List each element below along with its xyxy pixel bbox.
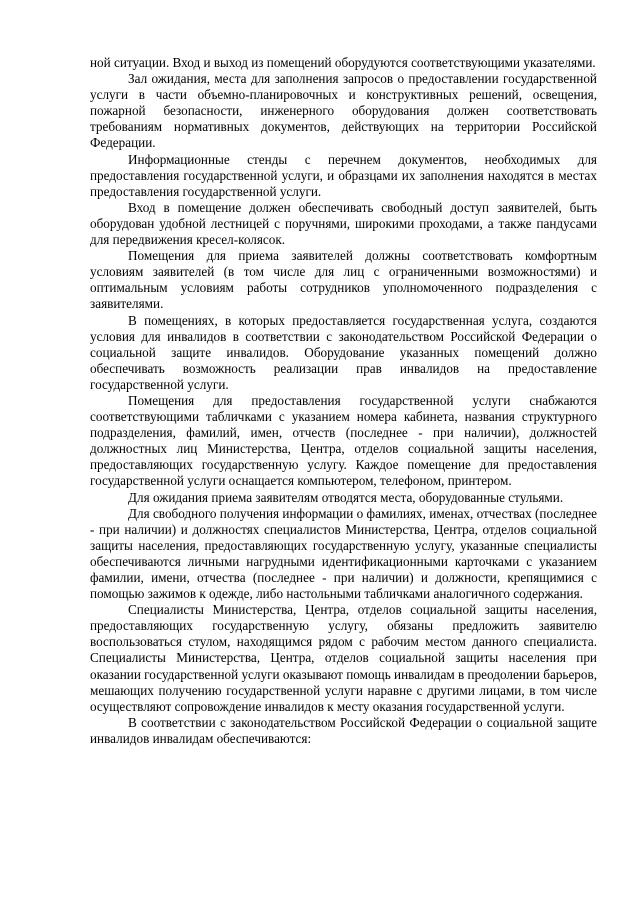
paragraph-legislation: В соответствии с законодательством Российской Федерации о социальной защите инвалидов инвалидам обеспечиваются:: [90, 714, 597, 746]
paragraph-entrance: Вход в помещение должен обеспечивать свободный доступ заявителей, быть оборудован удобной лестницей с поручнями, широкими проходами, а также пандусами для передвижения кресел-колясок.: [90, 199, 597, 248]
paragraph-continuation: ной ситуации. Вход и выход из помещений оборудуются соответствующими указателями.: [90, 55, 596, 70]
paragraph-waiting-seats: Для ожидания приема заявителям отводятся места, оборудованные стульями.: [128, 489, 564, 505]
paragraph-badges: Для свободного получения информации о фамилиях, именах, отчествах (последнее - при наличии) и должностях специалистов Министерства, Центра, отделов социальной защиты населения, предоставляющих государственную услугу, указанные специалисты обеспечиваются личными нагрудными идентификационными карточками с указанием фамилии, имени, отчества (последнее - при наличии) и должности, крепящимися с помощью зажимов к одежде, либо настольными табличками аналогичного содержания.: [90, 505, 597, 602]
paragraph-waiting-hall: Зал ожидания, места для заполнения запросов о предоставлении государственной услуги в части объемно-планировочных и конструктивных решений, освещения, пожарной безопасности, инженерного оборудования должен соответствовать требованиям нормативных документов, действующих на территории Российской Федерации.: [90, 71, 597, 151]
document-body: [90, 55, 597, 747]
paragraph-signage: Помещения для предоставления государственной услуги снабжаются соответствующими табличками с указанием номера кабинета, названия структурного подразделения, фамилий, имен, отчеств (последнее - при наличии), должностей должностных лиц Министерства, Центра, отделов социальной защиты населения, предоставляющих государственную услугу. Каждое помещение для предоставления государственной услуги оснащается компьютером, телефоном, принтером.: [90, 392, 597, 489]
paragraph-specialists-assist: Специалисты Министерства, Центра, отделов социальной защиты населения, предоставляющих государственную услугу, обязаны предложить заявителю воспользоваться стулом, находящимся рядом с рабочим местом данного специалиста. Специалисты Министерства, Центра, отделов социальной защиты населения при оказании государственной услуги оказывают помощь инвалидам в преодолении барьеров, мешающих получению государственной услуги наравне с другими лицами, в том числе осуществляют сопровождение инвалидов к месту оказания государственной услуги.: [90, 602, 598, 714]
paragraph-reception-rooms: Помещения для приема заявителей должны соответствовать комфортным условиям заявителей (в том числе для лиц с ограниченными возможностями) и оптимальным условиям работы сотрудников уполномоченного подразделения с заявителями.: [90, 248, 597, 312]
paragraph-info-stands: Информационные стенды с перечнем документов, необходимых для предоставления государственной услуги, и образцами их заполнения находятся в местах предоставления государственной услуги.: [90, 151, 597, 199]
paragraph-disabled-conditions: В помещениях, в которых предоставляется государственная услуга, создаются условия для инвалидов в соответствии с законодательством Российской Федерации о социальной защите инвалидов. Оборудование указанных помещений должно обеспечивать возможность реализации прав инвалидов на предоставление государственной услуги.: [90, 312, 597, 392]
